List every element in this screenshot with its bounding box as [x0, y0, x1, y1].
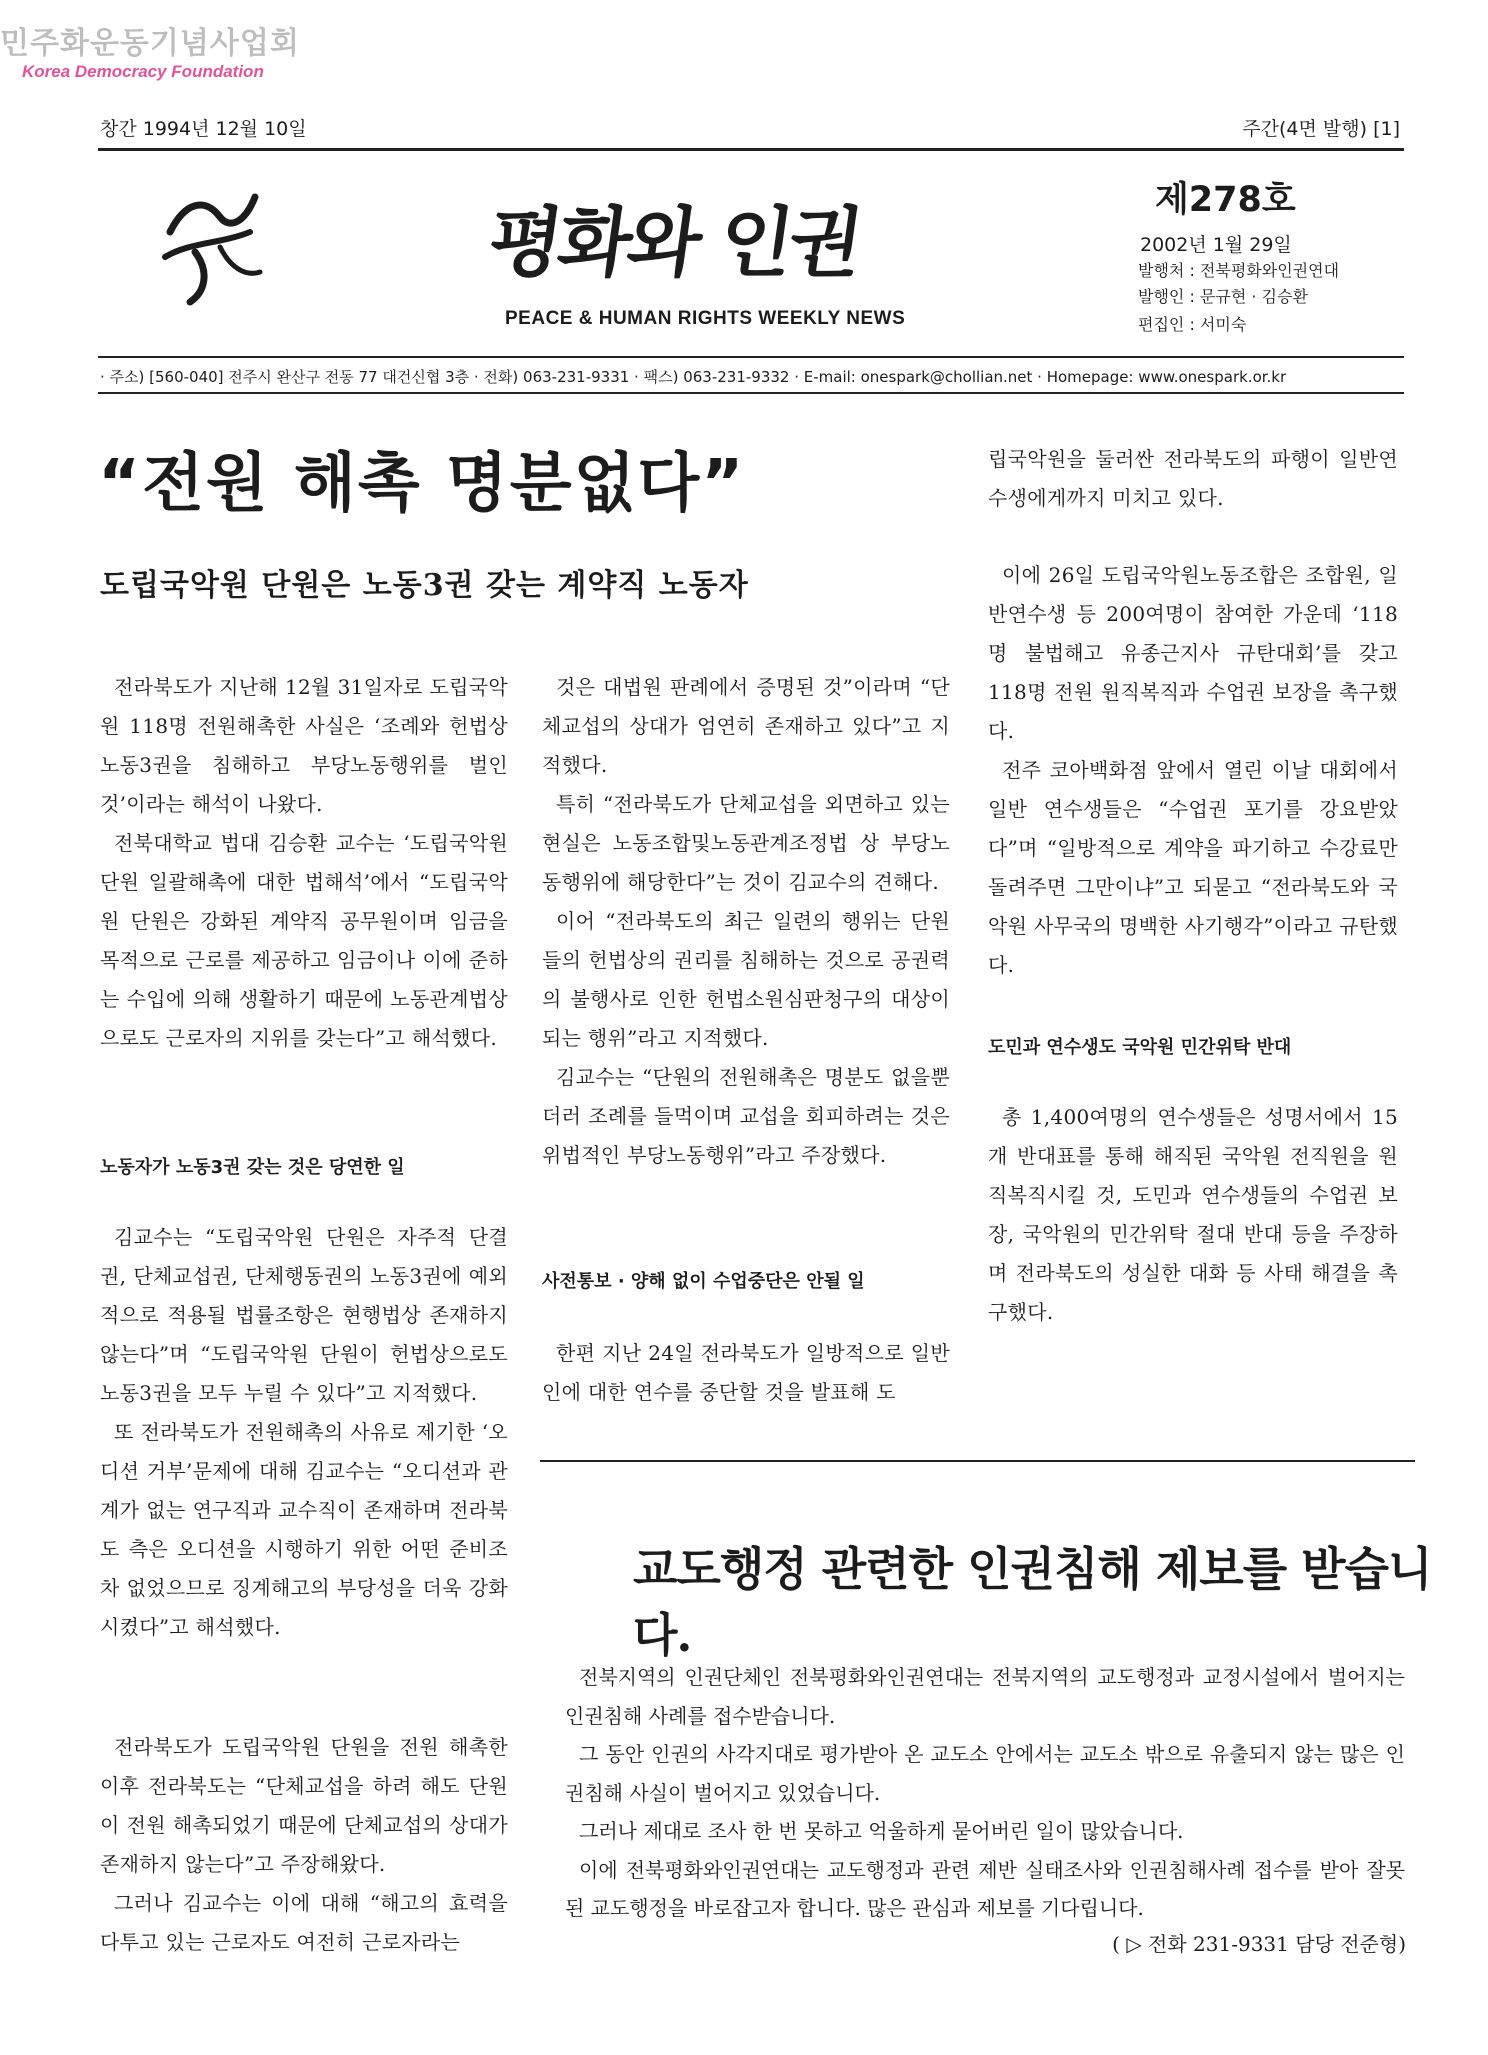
publisher: 발행인 : 문규현 · 김승환	[1138, 287, 1308, 306]
masthead-top-rule	[98, 148, 1404, 151]
section-heading: 노동자가 노동3권 갖는 것은 당연한 일	[100, 1157, 405, 1178]
paragraph: 이어 “전라북도의 최근 일련의 행위는 단원들의 헌법상의 권리를 침해하는 것으로 공권력의 불행사로 인한 헌법소원심판청구의 대상이 되는 행위”라고 지적했다.	[542, 909, 950, 1050]
paragraph: 전라북도가 도립국악원 단원을 전원 해촉한 이후 전라북도는 “단체교섭을 하려 해도 단원이 전원 해촉되었기 때문에 단체교섭의 상대가 존재하지 않는다”고 주장해왔다.	[100, 1735, 508, 1876]
publication-frequency: 주간(4면 발행) [1]	[1242, 118, 1400, 140]
newspaper-title-english: PEACE & HUMAN RIGHTS WEEKLY NEWS	[505, 308, 906, 329]
contact-top-rule	[98, 356, 1404, 358]
section-heading: 사전통보 · 양해 없이 수업중단은 안될 일	[542, 1271, 865, 1292]
notice-body	[565, 1658, 1405, 1928]
editor: 편집인 : 서미숙	[1138, 315, 1247, 334]
issue-date: 2002년 1월 29일	[1140, 234, 1292, 256]
watermark-english: Korea Democracy Foundation	[22, 62, 264, 81]
article-column-1-section	[100, 1148, 508, 1187]
paragraph: 립국악원을 둘러싼 전라북도의 파행이 일반연수생에게까지 미치고 있다.	[988, 447, 1398, 510]
section-heading: 도민과 연수생도 국악원 민간위탁 반대	[988, 1037, 1292, 1058]
contact-info: · 주소) [560-040] 전주시 완산구 전동 77 대건신협 3층 · 전화) 063-231-9331 · 팩스) 063-231-9332 · E-mail: onespark@chollian.net · Homepage: www.onespark.or.kr	[100, 368, 1287, 386]
paragraph: 김교수는 “도립국악원 단원은 자주적 단결권, 단체교섭권, 단체행동권의 노동3권에 예외적으로 적용될 법률조항은 현행법상 존재하지 않는다”며 “도립국악원 단원이 헌법상으로도 노동3권을 모두 누릴 수 있다”고 지적했다.	[100, 1225, 508, 1405]
issue-number: 제278호	[1155, 180, 1296, 220]
contact-bottom-rule	[98, 392, 1404, 394]
article-column-1-tail	[100, 1728, 508, 1962]
paragraph: 전라북도가 지난해 12월 31일자로 도립국악원 118명 전원해촉한 사실은 ‘조례와 헌법상 노동3권을 침해하고 부당노동행위를 벌인 것’이라는 해석이 나왔다.	[100, 675, 508, 816]
article-column-1	[100, 668, 508, 1058]
paragraph: 전북지역의 인권단체인 전북평화와인권연대는 전북지역의 교도행정과 교정시설에서 벌어지는 인권침해 사례를 접수받습니다.	[565, 1665, 1405, 1728]
paragraph: 그 동안 인권의 사각지대로 평가받아 온 교도소 안에서는 교도소 밖으로 유출되지 않는 많은 인권침해 사실이 벌어지고 있었습니다.	[565, 1742, 1405, 1805]
paragraph: 총 1,400여명의 연수생들은 성명서에서 15개 반대표를 통해 해직된 국악원 전직원을 원직복직시킬 것, 도민과 연수생들의 수업권 보장, 국악원의 민간위탁 절대 반대 등을 주장하며 전라북도의 성실한 대화 등 사태 해결을 촉구했다.	[988, 1105, 1398, 1324]
article-headline: “전원 해촉 명분없다”	[98, 447, 746, 521]
article-column-2-tail	[542, 1334, 950, 1412]
article-column-3	[988, 440, 1398, 518]
founded-date: 창간 1994년 12월 10일	[100, 118, 307, 140]
paragraph: 것은 대법원 판례에서 증명된 것”이라며 “단체교섭의 상대가 엄연히 존재하고 있다”고 지적했다.	[542, 675, 950, 777]
article-column-1-body	[100, 1218, 508, 1647]
paragraph: 그러나 제대로 조사 한 번 못하고 억울하게 묻어버린 일이 많았습니다.	[579, 1819, 1184, 1843]
paragraph: 김교수는 “단원의 전원해촉은 명분도 없을뿐더러 조례를 들먹이며 교섭을 회피하려는 것은 위법적인 부당노동행위”라고 주장했다.	[542, 1065, 950, 1167]
paragraph: 이에 26일 도립국악원노동조합은 조합원, 일반연수생 등 200여명이 참여한 가운데 ‘118명 불법해고 유종근지사 규탄대회’를 갖고 118명 전원 원직복직과 수업권 보장을 촉구했다.	[988, 563, 1398, 743]
article-column-2-section	[542, 1262, 950, 1301]
paragraph: 이에 전북평화와인권연대는 교도행정과 관련 제반 실태조사와 인권침해사례 접수를 받아 잘못된 교도행정을 바로잡고자 합니다. 많은 관심과 제보를 기다립니다.	[565, 1857, 1405, 1920]
article-column-3-section	[988, 1028, 1398, 1067]
newspaper-title: 평화와 인권	[482, 198, 865, 287]
paragraph: 또 전라북도가 전원해촉의 사유로 제기한 ‘오디션 거부’문제에 대해 김교수는 “오디션과 관계가 없는 연구직과 교수직이 존재하며 전라북도 측은 오디션을 시행하기 위한 어떤 준비조차 없었으므로 징계해고의 부당성을 더욱 강화시켰다”고 해석했다.	[100, 1420, 508, 1639]
dove-logo-icon	[150, 172, 280, 312]
article-column-3-body	[988, 556, 1398, 985]
watermark-korean: 민주화운동기념사업회	[0, 26, 300, 61]
article-column-2	[542, 668, 950, 1175]
paragraph: 한편 지난 24일 전라북도가 일방적으로 일반인에 대한 연수를 중단할 것을 발표해 도	[542, 1341, 950, 1404]
paragraph: 전북대학교 법대 김승환 교수는 ‘도립국악원 단원 일괄해촉에 대한 법해석’에서 “도립국악원 단원은 강화된 계약직 공무원이며 임금을 목적으로 근로를 제공하고 임금이나 이에 준하는 수입에 의해 생활하기 때문에 노동관계법상으로도 근로자의 지위를 갖는다”고 해석했다.	[100, 831, 508, 1050]
paragraph: 특히 “전라북도가 단체교섭을 외면하고 있는 현실은 노동조합및노동관계조정법 상 부당노동행위에 해당한다”는 것이 김교수의 견해다.	[542, 792, 950, 894]
paragraph: 그러나 김교수는 이에 대해 “해고의 효력을 다투고 있는 근로자도 여전히 근로자라는	[100, 1891, 508, 1954]
notice-contact: ( ▷ 전화 231-9331 담당 전준형)	[1112, 1932, 1406, 1956]
publisher-org: 발행처 : 전북평화와인권연대	[1138, 261, 1340, 280]
notice-divider	[540, 1460, 1415, 1462]
paragraph: 전주 코아백화점 앞에서 열린 이날 대회에서 일반 연수생들은 “수업권 포기를 강요받았다”며 “일방적으로 계약을 파기하고 수강료만 돌려주면 그만이냐”고 되묻고 “전라북도와 국악원 사무국의 명백한 사기행각”이라고 규탄했다.	[988, 758, 1398, 977]
article-subheadline: 도립국악원 단원은 노동3권 갖는 계약직 노동자	[100, 568, 749, 603]
article-column-3-tail	[988, 1098, 1398, 1332]
notice-title: 교도행정 관련한 인권침해 제보를 받습니다.	[633, 1542, 1432, 1662]
